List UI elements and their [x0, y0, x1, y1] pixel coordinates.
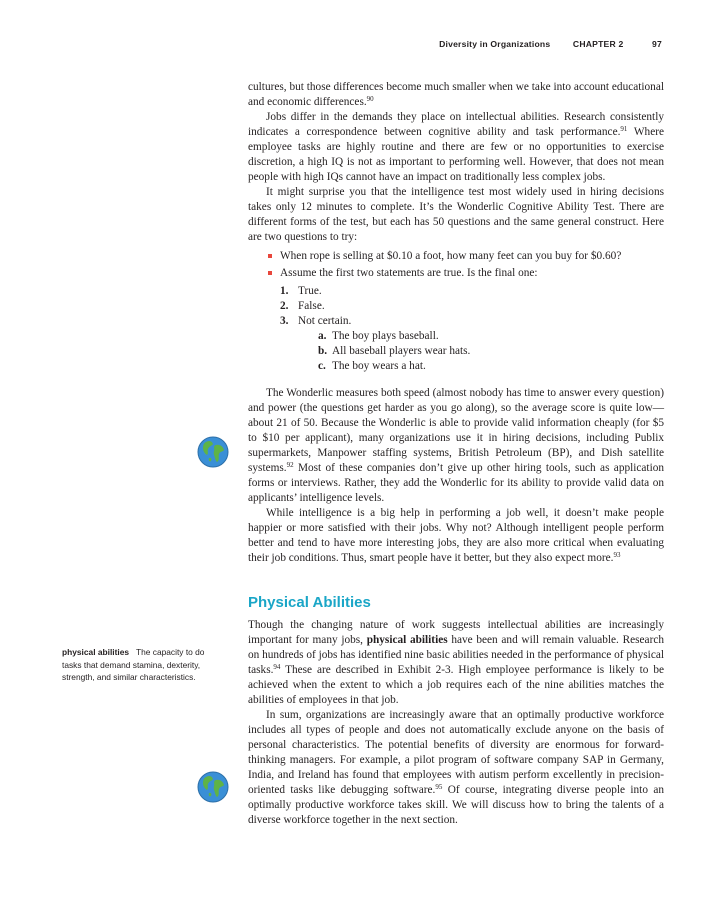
footnote-ref: 95 — [435, 783, 443, 791]
footnote-ref: 92 — [286, 461, 294, 469]
section-heading: Physical Abilities — [248, 594, 371, 611]
globe-icon — [197, 436, 229, 468]
paragraph: Jobs differ in the demands they place on intellectual abilities. Research consistently indicates a correspondence between cognitive ability and task performance.$^{91}$ Where employee tasks are highly routine and there are few or no opportunities to exercise discretion, a high IQ is not as important to performing well. However, that does not mean people with high IQs cannot have an impact on traditionally less complex jobs. — [248, 111, 664, 183]
key-term: physical abilities — [366, 634, 448, 646]
bullet-icon — [268, 254, 272, 258]
running-head-section: Diversity in Organizations — [439, 39, 551, 49]
paragraph: It might surprise you that the intelligence test most widely used in hiring decisions takes only 12 minutes to complete. It’s the Wonderlic Cognitive Ability Test. There are different forms of the test, but each has 50 questions and the same general construct. Here are two questions to try: — [248, 186, 664, 243]
footnote-ref: 94 — [273, 663, 281, 671]
running-head-chapter: CHAPTER 2 — [572, 39, 624, 49]
page-number: 97 — [652, 39, 662, 49]
list-item: 3. Not certain. a. The boy plays baseball. b. All baseball players wear hats. c. The boy wears a hat. — [280, 314, 664, 374]
paragraph: Though the changing nature of work suggests intellectual abilities are increasingly important for many jobs, physical abilities have been and will remain valuable. Research on hundreds of jobs has identified nine basic abilities needed in the performance of physical tasks.$^{94}$ These are described in Exhibit 2-3. High employee performance is likely to be achieved when the extent to which a job requires each of the nine abilities matches the abilities of employees in that job. — [248, 619, 664, 706]
list-item: b. All baseball players wear hats. — [318, 345, 471, 357]
margin-term-word: physical abilities — [62, 647, 130, 657]
list-item: Assume the first two statements are true. Is the final one: — [268, 266, 664, 281]
globe-icon — [197, 771, 229, 803]
paragraph: The Wonderlic measures both speed (almost nobody has time to answer every question) and power (the questions get harder as you go along), so the average score is quite low—about 21 of 50. Because the Wonderlic is able to provide valid information cheaply (for $5 to $10 per applicant), many organizations use it in hiring decisions, including Publix supermarkets, Manpower staffing systems, British Petroleum (BP), and Dish satellite systems.$^{92}$ Most of these companies don’t give up other hiring tools, such as application forms or interviews. Rather, they add the Wonderlic for its ability to provide valid data on applicants’ intelligence levels. — [248, 387, 664, 504]
footnote-ref: 93 — [613, 551, 621, 559]
question-list — [248, 249, 664, 281]
list-item: a. The boy plays baseball. — [318, 330, 439, 342]
list-item: When rope is selling at $0.10 a foot, how many feet can you buy for $0.60? — [268, 249, 664, 264]
answer-options — [248, 284, 664, 374]
margin-definition — [62, 646, 222, 684]
bullet-icon — [268, 271, 272, 275]
paragraph: In sum, organizations are increasingly aware that an optimally productive workforce includes all types of people and does not automatically exclude anyone on the basis of personal characteristics. The potential benefits of diversity are enormous for forward-thinking managers. For example, a pilot program of software company SAP in Germany, India, and Ireland has found that employees with autism perform excellently in precision-oriented tasks like debugging software.$^{95}$ Of course, integrating diverse people into an optimally productive workforce takes skill. We will discuss how to bring the talents of a diverse workforce together in the next section. — [248, 709, 664, 826]
running-head — [439, 39, 662, 49]
list-item: 1. True. — [280, 285, 322, 297]
paragraph: cultures, but those differences become much smaller when we take into account educational and economic differences.$^{90}$ — [248, 81, 664, 108]
footnote-ref: 90 — [366, 95, 374, 103]
footnote-ref: 91 — [620, 125, 628, 133]
main-text-column — [248, 80, 664, 828]
list-item: 2. False. — [280, 300, 325, 312]
statement-list — [298, 329, 664, 374]
margin-term-definition: The capacity to do tasks that demand stamina, dexterity, strength, and similar characteristics. — [62, 647, 205, 682]
list-item: c. The boy wears a hat. — [318, 360, 426, 372]
paragraph: While intelligence is a big help in performing a job well, it doesn’t make people happier or more satisfied with their jobs. Why not? Although intelligent people perform better and tend to have more interesting jobs, they are also more critical when evaluating their job conditions. Thus, smart people have it better, but they also expect more.$^{93}$ — [248, 507, 664, 564]
